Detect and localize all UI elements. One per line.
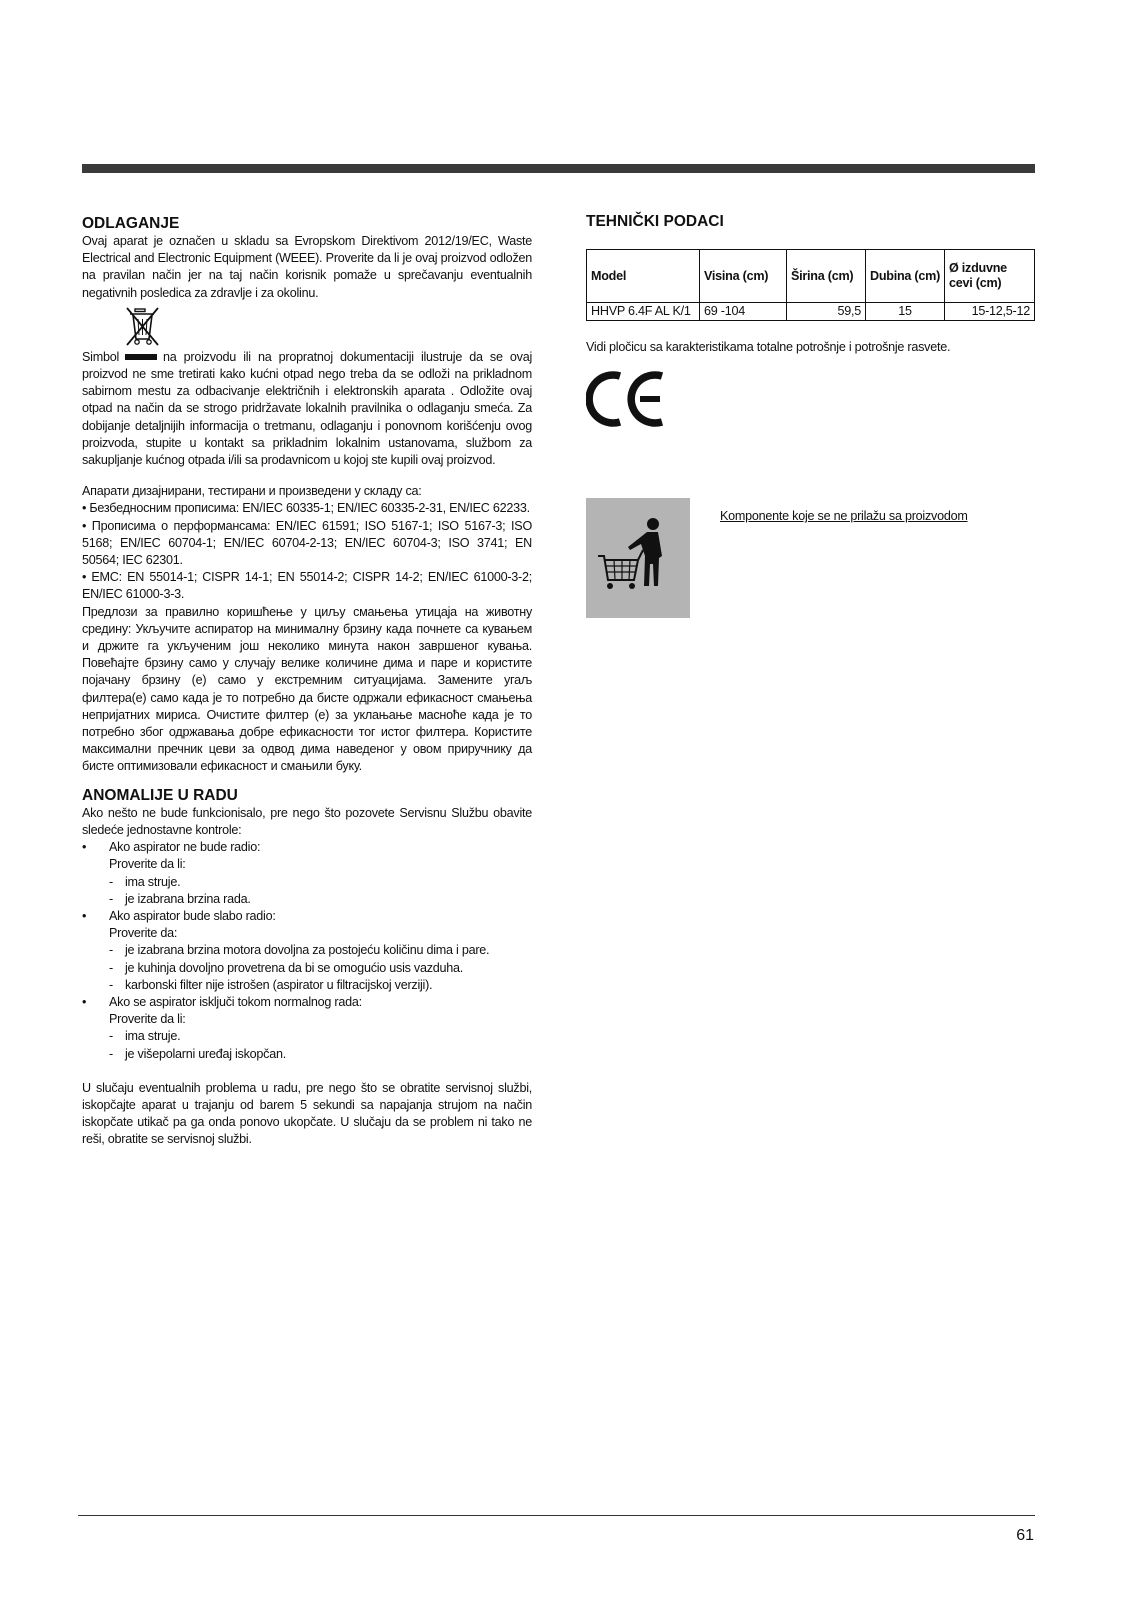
table-header-row: Model Visina (cm) Širina (cm) Dubina (cm) Ø izduvne cevi (cm) — [587, 250, 1035, 303]
anomalies-intro: Ako nešto ne bude funkcionisalo, pre nego što pozovete Servisnu Službu obavite sledeće jednostavne kontrole: — [82, 805, 532, 837]
symbol-paragraph — [82, 349, 532, 469]
list-item: - je višepolarni uređaj iskopčan. — [109, 1046, 286, 1061]
standards-intro: Апарати дизајнирани, тестирани и произведени у складу са: — [82, 484, 422, 499]
shopping-cart-icon — [586, 498, 690, 618]
list-item: - je izabrana brzina rada. — [109, 891, 251, 906]
list-item: - karbonski filter nije istrošen (aspirator u filtracijskoj verziji). — [109, 977, 433, 992]
disposal-title: ODLAGANJE — [82, 215, 180, 232]
standard-emc: • EMC: EN 55014-1; CISPR 14-1; EN 55014-2; CISPR 14-2; EN/IEC 61000-3-2; EN/IEC 61000-3-3. — [82, 570, 532, 602]
list-item: - je izabrana brzina motora dovoljna za postojeću količinu dima i pare. — [109, 943, 490, 958]
technical-title: TEHNIČKI PODACI — [586, 213, 724, 230]
list-item: - je kuhinja dovoljno provetrena da bi se omogućio usis vazduha. — [109, 960, 464, 975]
top-rule — [82, 164, 1035, 173]
standard-safety: • Безбедносним прописима: EN/IEC 60335-1; EN/IEC 60335-2-31, EN/IEC 62233. — [82, 501, 530, 516]
symbol-text: na proizvodu ili na propratnoj dokumentaciji ilustruje da se ovaj proizvod ne sme tretirati kako kućni otpad nego treba da se odloži na prikladnom sabirnom mestu za odbacivanje električnih i elektronskih aparata . Odložite ovaj otpad na način da se strogo pridržavate lokalnih pravilnika o odlaganju smeća. Za dobijanje detaljnijih informacija o tretmanu, odlaganju i ponovnom korišćenju ovog proizvoda, stupite u kontakt sa prikladnim lokalnim ustanovama, službom za sakupljanje kućnog otpada i/ili sa prodavnicom u kojoj ste kupili ovaj proizvod. — [82, 349, 532, 468]
right-column — [586, 212, 1035, 430]
anomalies-list — [82, 839, 532, 873]
bottom-rule — [78, 1515, 1035, 1516]
list-item: • Ako se aspirator isključi tokom normalnog rada: Proverite da li: — [82, 994, 362, 1027]
consumption-note: Vidi pločicu sa karakteristikama totalne potrošnje i potrošnje rasvete. — [586, 340, 951, 354]
list-item: • Ako aspirator bude slabo radio: Proverite da: — [82, 908, 276, 941]
disposal-intro: Ovaj aparat je označen u skladu sa Evropskom Direktivom 2012/19/EC, Waste Electrical and Electronic Equipment (WEEE). Proverite da li je ovaj proizvod odložen na pravilan način jer na taj način korisnik pomaže u sprečavanju eventualnih negativnih posledica za zdravlje i za okolinu. — [82, 234, 532, 300]
environment-tips: Предлози за правилно коришћење у циљу смањења утицаја на животну средину: Укључите аспиратор на минималну брзину када почнете са кувањем и држите га укљученим још неколико минута након завршеног кувања. Повећајте брзину само у случају велике количине дима и паре и користите појачану брзину (е) само у екстремним ситуацијама. Замените угаљ филтера(е) само када је то потребно да бисте одржали ефикасност смањења непријатних мириса. Очистите филтер (е) за уклањање масноће када је то потребно због одржавања добре ефикасности тог истог филтера. Користите максимални пречник цеви за одвод дима наведеног у овом приручнику да бисте оптимизовали ефикасност и смањили буку. — [82, 604, 532, 774]
anomalies-closing: U slučaju eventualnih problema u radu, pre nego što se obratite servisnoj službi, iskopčajte aparat u trajanju od barem 5 sekundi sa napajanja strujom na način iskopčate utikač pa ga onda ponovo ukopčate. U slučaju da se problem ni tako ne reši, obratite se servisnoj službi. — [82, 1080, 532, 1147]
anomalies-title: ANOMALIJE U RADU — [82, 786, 238, 804]
page-number: 61 — [1016, 1527, 1034, 1544]
list-item: • Ako aspirator ne bude radio: Proverite da li: — [82, 840, 261, 872]
components-link[interactable]: Komponente koje se ne prilažu sa proizvodom — [720, 509, 968, 523]
standard-performance: • Прописима о перформансама: EN/IEC 61591; ISO 5167-1; ISO 5167-3; ISO 5168; EN/IEC 60704-1; EN/IEC 60704-2-13; EN/IEC 60704-3; ISO 3741; EN 50564; IEC 62301. — [82, 518, 532, 568]
spec-table — [586, 249, 1035, 321]
table-row: HHVP 6.4F AL K/1 69 -104 59,5 15 15-12,5-12 — [587, 303, 1035, 321]
symbol-word: Simbol — [82, 349, 119, 364]
list-item: - ima struje. — [109, 1029, 181, 1044]
ce-mark-icon — [586, 368, 666, 430]
list-item: - ima struje. — [109, 874, 181, 889]
black-bar-symbol — [125, 354, 157, 360]
weee-bin-icon — [124, 305, 164, 347]
left-column — [82, 214, 532, 1149]
